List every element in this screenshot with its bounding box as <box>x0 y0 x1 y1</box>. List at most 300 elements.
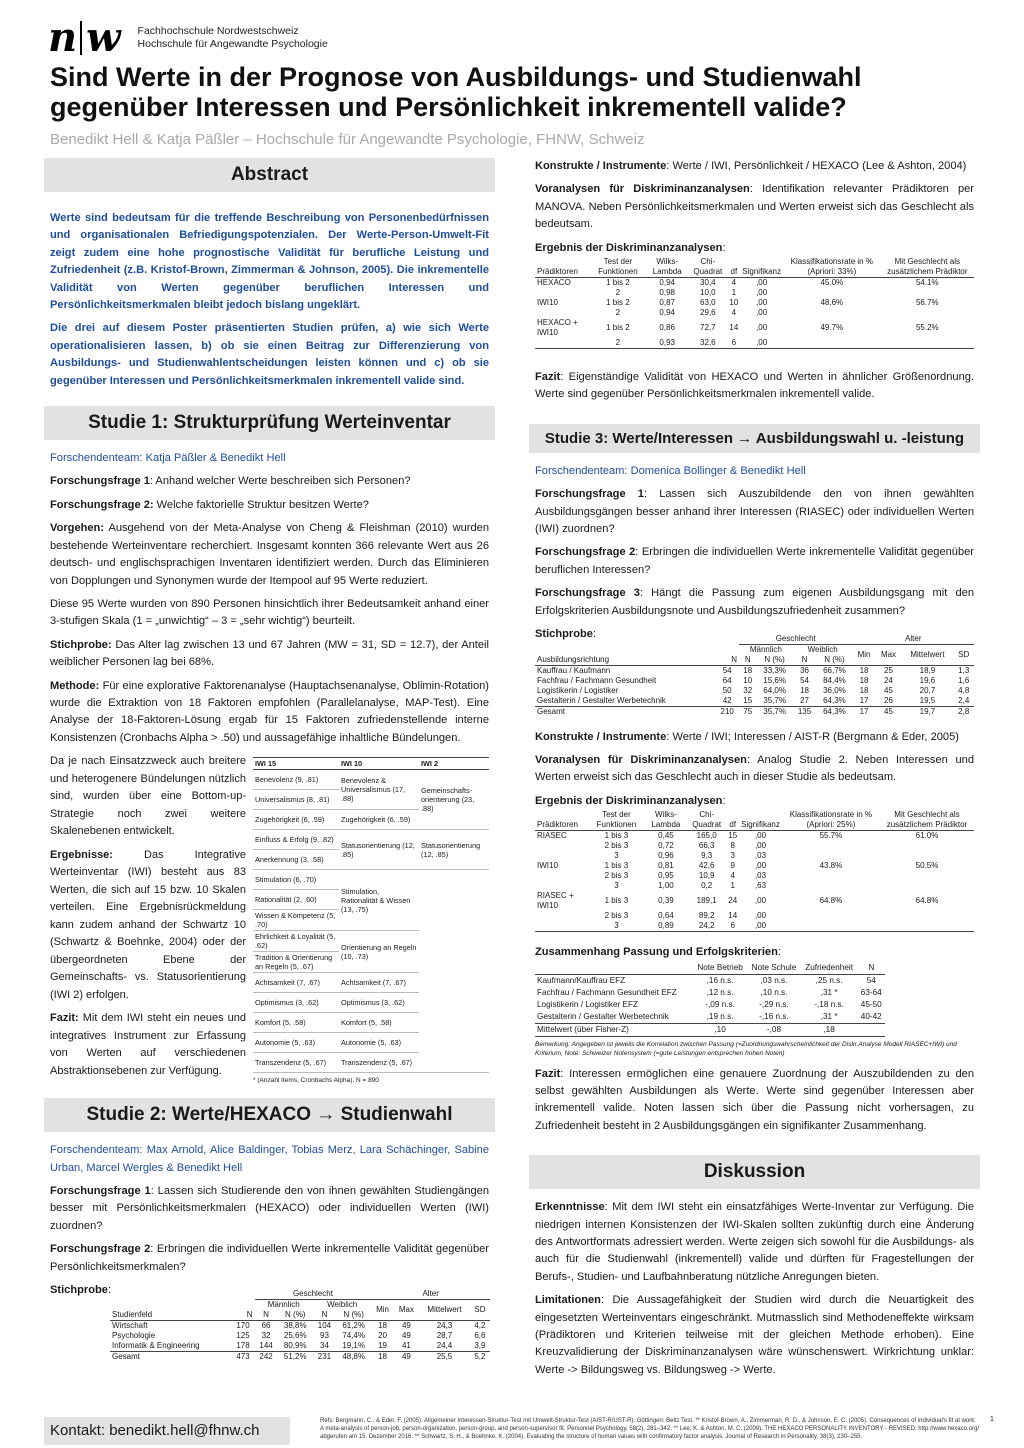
poster-number: 1 <box>990 1416 994 1423</box>
table-cell: ,63 <box>754 881 767 891</box>
logo-letter-w: w <box>86 14 120 61</box>
table-cell: 18 <box>859 685 869 695</box>
table-cell: 0,64 <box>658 911 674 921</box>
table-cell <box>881 308 974 318</box>
table-row <box>535 1011 885 1024</box>
table-cell: 80,9% <box>283 1341 307 1351</box>
study1-fazit: Fazit: Mit dem IWI steht ein neues und integratives Instrument zur Erfassung von Werten auf verschiedenen Abstraktionsebenen zur Verfügung. <box>50 1012 246 1077</box>
study1-method: Vorgehen: Ausgehend von der Meta-Analyse von Cheng & Fleishman (2010) wurden bestehende Werteinventare recherchiert. Insgesamt konnten 366 relevante Wert aus 26 deutsch- und englischsprachigen Inventaren identifiziert werden. Durch das Eliminieren von Dopplungen und Synonymen wurde der Itempool auf 95 Werte reduziert. <box>50 522 489 587</box>
table-cell: 64,0% <box>763 685 786 695</box>
study1-heading: Studie 1: Strukturprüfung Werteinventar <box>44 406 495 440</box>
abstract-heading: Abstract <box>44 158 495 192</box>
table-cell <box>535 881 588 891</box>
table-cell: Mittelwert (über Fisher-Z) <box>537 1024 629 1034</box>
study1-team: Forschendenteam: Katja Päßler & Benedikt Hell <box>50 452 286 465</box>
table-cell: 55.7% <box>819 831 843 841</box>
table-row <box>535 851 974 861</box>
logo-bar <box>80 21 82 55</box>
table-cell: 4 <box>731 308 737 318</box>
table-header-cell: Chi-Quadrat <box>692 810 722 830</box>
table-cell: 2 <box>615 308 621 318</box>
table-cell: 0,72 <box>658 841 674 851</box>
table-cell <box>535 851 588 861</box>
title-line-2: gegenüber Interessen und Persönlichkeit inkrementell valide? <box>50 92 847 122</box>
table-cell: 19 <box>378 1341 388 1351</box>
table-header-cell: N <box>868 962 875 972</box>
study2-question-1: Forschungsfrage 1: Lassen sich Studierende den von ihnen gewählten Studiengängen besser mit Persönlichkeitsmerkmalen (HEXACO) oder individuellen Werten (IWI) zuordnen? <box>50 1184 489 1232</box>
table-cell: 63,0 <box>700 298 716 308</box>
iwi15-cell: Wissen & Kompetenz (5, .70) <box>253 910 339 931</box>
table-cell: 27 <box>800 695 809 705</box>
table-row <box>535 921 974 932</box>
table-header-cell: Test der Funktionen <box>596 810 637 830</box>
study2-analysis: Voranalysen für Diskriminanzanalysen: Identifikation relevanter Prädiktoren per MANOVA. Neben Persönlichkeitsmerkmalen und Werten erweist sich das Geschlecht als bedeutsam. <box>535 183 974 231</box>
table-cell: 41 <box>401 1341 411 1351</box>
table-cell: 1 bis 3 <box>604 896 629 906</box>
table-cell: 75 <box>743 706 753 716</box>
table-cell <box>880 871 974 881</box>
table-cell: 178 <box>236 1341 250 1351</box>
table-cell: 0,86 <box>659 323 675 333</box>
iwi10-cell: Komfort (5, .58) <box>339 1013 419 1033</box>
study2-table-header <box>535 257 974 278</box>
table-header-cell: Note Schule <box>751 962 797 972</box>
table-cell: 10 <box>729 298 739 308</box>
table-cell: 1 bis 2 <box>606 323 630 333</box>
table-cell: 45-50 <box>860 999 882 1009</box>
table-cell: 0,39 <box>658 896 674 906</box>
table-cell: 54 <box>866 975 876 985</box>
table-cell: 49 <box>401 1321 411 1331</box>
poster-title <box>50 62 1000 122</box>
table-cell: ,00 <box>754 861 767 871</box>
table-cell: ,03 <box>754 871 767 881</box>
study2-sample-label: Stichprobe: <box>50 1284 112 1296</box>
header-min: Min <box>376 1305 389 1315</box>
table-cell: 4 <box>730 871 735 881</box>
table-row <box>535 686 974 696</box>
table-cell: ,31 * <box>820 987 838 997</box>
table-cell: 18 <box>800 685 809 695</box>
table-row <box>110 1321 490 1332</box>
table-row <box>535 831 974 842</box>
table-cell: ,00 <box>756 278 768 288</box>
table-cell: 0,81 <box>658 861 674 871</box>
table-cell: 55.2% <box>915 323 939 333</box>
table-cell: 45.0% <box>820 278 844 288</box>
table-cell: ,00 <box>756 298 768 308</box>
iwi2-cell: Gemeinschafts-orientierung (23, .88) <box>419 770 489 830</box>
study3-constructs: Konstrukte / Instrumente: Werte / IWI; Interessen / AIST-R (Bergmann & Eder, 2005) <box>535 730 959 743</box>
table-header-cell: df <box>729 820 737 830</box>
table-header-cell <box>535 962 693 975</box>
table-cell: 17 <box>859 706 869 716</box>
table-cell: ,00 <box>756 338 768 348</box>
table-cell: 135 <box>797 706 812 716</box>
table-cell <box>783 308 881 318</box>
study3-question-1: Forschungsfrage 1: Lassen sich Auszubildende den von ihnen gewählten Ausbildungsgängen besser anhand ihrer Interessen (RIASEC) oder individuellen Werten (IWI) zuordnen? <box>535 488 974 536</box>
discussion-insights: Erkenntnisse: Mit dem IWI steht ein einsatzfähiges Werte-Inventar zur Verfügung. Die niedrigen internen Konsistenzen der IWI-Skalen sollten zukünftig durch eine Änderung des Antwortformats adressiert werden. Werte zeigen sich sowohl für die Ausbildungs- als auch für die Studienwahl (inkrementell) valide und dürften für Fragestellungen der Berufs-, Studien- und Laufbahnberatung nützliche Anregungen bieten. <box>535 1201 974 1283</box>
study3-correlation-table <box>535 962 885 1037</box>
table-cell: -,16 n.s. <box>759 1011 789 1021</box>
iwi15-cell: Transzendenz (5, .67) <box>253 1053 339 1073</box>
table-cell: 29,6 <box>700 308 716 318</box>
table-cell: 36,0% <box>823 685 846 695</box>
table-cell: ,31 * <box>820 1011 838 1021</box>
table-header-cell: Chi-Quadrat <box>693 257 723 277</box>
table-cell: 0,93 <box>659 338 675 348</box>
table-cell: Kauffrau / Kaufmann <box>537 665 611 675</box>
table-cell: 170 <box>236 1321 250 1331</box>
header-male: Männlich <box>267 1300 300 1310</box>
table-cell: 0,87 <box>659 298 675 308</box>
table-cell <box>880 851 974 861</box>
table-cell: ,00 <box>754 921 767 931</box>
table-cell <box>782 921 880 932</box>
table-cell: 8 <box>730 841 735 851</box>
table-cell: 0,89 <box>658 921 674 931</box>
table-row <box>535 999 885 1011</box>
table-cell: 66,7% <box>823 665 846 675</box>
iwi10-cell: Achtsamkeit (7, .67) <box>339 973 419 993</box>
table-cell: 19,6 <box>919 675 936 685</box>
table-cell: 6 <box>731 338 737 348</box>
table-cell: 89,2 <box>698 911 715 921</box>
table-cell: 3 <box>614 881 619 891</box>
table-cell: 1 bis 2 <box>606 278 630 288</box>
table-cell <box>783 338 881 349</box>
table-cell: 50 <box>722 685 732 695</box>
table-cell: -,08 <box>766 1024 782 1034</box>
iwi15-cell: Universalismus (8, .81) <box>253 790 339 810</box>
study2-discriminant-table <box>535 257 974 349</box>
table-cell: 34 <box>320 1341 329 1351</box>
table-row <box>535 676 974 686</box>
table-row <box>535 288 974 298</box>
study3-table-rows <box>535 831 974 932</box>
study3-fazit: Fazit: Interessen ermöglichen eine genauere Zuordnung der Auszubildenden zu den selbst gewählten Ausbildungen als Werte. Werte sind gegenüber Interessen aber inkrementell valide. Noten lassen sich über die Passung nicht vorhersagen, zu Zufriedenheit besteht in 2 Ausbildungsgängen ein signifikanter Zusammenhang. <box>535 1067 974 1132</box>
study2-continued <box>529 158 980 404</box>
study3-discriminant-table <box>535 810 974 932</box>
table-cell: 66,3 <box>698 841 715 851</box>
table-cell: IWI10 <box>537 861 558 871</box>
table-cell: 72,7 <box>700 323 716 333</box>
study1-body <box>44 450 495 1086</box>
table-cell: 1 <box>731 288 737 298</box>
table-cell: 210 <box>720 706 734 716</box>
iwi15-cell: Zugehörigkeit (6, .59) <box>253 810 339 830</box>
table-cell: 6,6 <box>474 1331 486 1341</box>
table-cell <box>782 841 880 851</box>
table-row <box>535 871 974 881</box>
iwi10-cell: Stimulation, Rationalität & Wissen (13, .75) <box>339 870 419 931</box>
table-cell: Wirtschaft <box>112 1321 148 1331</box>
study3-table-header <box>535 810 974 831</box>
study3-sample-table: Geschlecht Alter Männlich Weiblich Min Max Mittelwert SD Ausbildungsrichtung N N N (%) N N (%) Kauffrau / Kaufmann 54 18 33,3% 36 66,7% 18 25 18,9 1,3 Fachfrau / Fachmann Gesundheit 64 10 15,6% 54 84,4% 18 24 19,6 1,6 Logistikerin / Logistiker 50 32 64,0% 18 36,0% 18 45 20,7 4,8 Gestalterin / Gestalter Werbetechnik 42 15 35,7% 27 64,3% 17 26 19,5 2,4 Gesamt 210 75 35,7% 135 64,3% 17 45 19,7 2,8 <box>535 634 974 717</box>
table-cell <box>782 851 880 861</box>
study2-sample-rows <box>110 1321 490 1363</box>
study2-sample-table: Geschlecht Alter Männlich Weiblich Min Max Mittelwert SD Studienfeld N N N (%) N N (%) Wirtschaft 170 66 38,8% 104 61,2% 18 49 24,3 4,2 Psychologie 125 32 25,6% 93 74,4% 20 49 28,7 6,6 Informatik & Engineering 178 144 80,9% 34 19,1% 19 41 24,4 3,9 Gesamt 473 242 51,2% 231 48,8% 18 49 25,5 5,2 <box>110 1289 490 1362</box>
table-cell: 45 <box>884 685 893 695</box>
table-header-cell: Prädiktoren <box>537 820 578 830</box>
iwi-header-2: IWI 2 <box>419 758 489 770</box>
table-row <box>535 338 974 349</box>
table-cell: 1,00 <box>658 881 674 891</box>
table-header-cell: Note Betrieb <box>697 962 743 972</box>
study2-constructs: Konstrukte / Instrumente: Werte / IWI, Persönlichkeit / HEXACO (Lee & Ashton, 2004) <box>535 160 967 172</box>
table-cell: 45 <box>884 706 893 716</box>
study1-wrap-text <box>50 753 246 1086</box>
table-cell: 2 <box>615 338 621 348</box>
abstract-paragraph-2: Die drei auf diesem Poster präsentierten Studien prüfen, a) wie sich Werte operationalisieren lassen, b) ob sie einen Beitrag zur Differenzierung von Ausbildungs- und Studienwahlentscheidungen leisten können und c) ob sie gegenüber Interessen und Persönlichkeitsmerkmalen inkrementell valide sind. <box>50 322 489 387</box>
table-cell: 48,8% <box>342 1352 365 1362</box>
table-cell: 2 bis 3 <box>604 841 629 851</box>
table-cell: 24,2 <box>698 921 715 931</box>
authors: Benedikt Hell & Katja Päßler – Hochschule für Angewandte Psychologie, FHNW, Schweiz <box>50 131 645 148</box>
table-cell <box>783 288 881 298</box>
table-cell: 4,2 <box>474 1321 486 1331</box>
iwi10-cell: Optimismus (3, .62) <box>339 993 419 1013</box>
table-cell <box>880 841 974 851</box>
iwi15-cell: Ehrlichkeit & Loyalität (5, .62) <box>253 931 339 952</box>
table-cell: 231 <box>317 1352 332 1362</box>
table-cell: Logistikerin / Logistiker <box>537 685 619 695</box>
table-cell: HEXACO + IWI10 <box>537 318 578 338</box>
table-header-cell: Zufriedenheit <box>805 962 853 972</box>
table-cell: 0,96 <box>658 851 674 861</box>
table-cell: ,19 n.s. <box>706 1011 734 1021</box>
table-cell: 24 <box>884 675 893 685</box>
table-cell <box>782 871 880 881</box>
table-cell: 6 <box>730 921 735 931</box>
table-header-cell: Klassifikationsrate in % (Apriori: 33%) <box>790 257 873 277</box>
table-cell: Psychologie <box>112 1331 156 1341</box>
study3-analysis: Voranalysen für Diskriminanzanalysen: Analog Studie 2. Neben Interessen und Werten erweist sich das Geschlecht auch in dieser Studie als bedeutsam. <box>535 753 975 784</box>
iwi10-cell: Benevolenz & Universalismus (17, .88) <box>339 770 419 810</box>
fhnw-logo <box>48 14 328 61</box>
table-cell <box>535 921 588 932</box>
table-cell: 18 <box>378 1352 388 1362</box>
iwi-header-15: IWI 15 <box>253 758 339 770</box>
iwi-table-wrap <box>253 753 489 1086</box>
table-cell: 32,6 <box>700 338 716 348</box>
table-cell: -,18 n.s. <box>814 999 844 1009</box>
table-cell: 36 <box>800 665 809 675</box>
table-cell: 40-42 <box>860 1011 882 1021</box>
table-cell <box>535 871 588 881</box>
corr-table-note: Bemerkung: Angegeben ist jeweils die Korrelation zwischen Passung (=Zuordnungswahrscheinlichkeit der Diskr.Analyse Modell RIASEC+IWI) und Kriterium, Note: Schweizer Notensystem (=gute Leistungen entsprechen hohen Noten) <box>535 1040 957 1057</box>
study2-team: Forschendenteam: Max Arnold, Alice Baldinger, Tobias Merz, Lara Schächinger, Sabine Urban, Marcel Wergles & Benedikt Hell <box>50 1144 489 1174</box>
table-row <box>535 974 885 987</box>
table-cell: 9,3 <box>701 851 713 861</box>
table-cell: 64.8% <box>915 896 939 906</box>
discussion-heading: Diskussion <box>529 1155 980 1189</box>
table-cell <box>881 288 974 298</box>
table-cell: 32 <box>261 1331 271 1341</box>
table-cell: ,00 <box>756 323 768 333</box>
header-mean: Mittelwert <box>427 1305 462 1315</box>
table-cell: 54.1% <box>915 278 939 288</box>
table-row <box>535 665 974 676</box>
iwi-header-10: IWI 10 <box>339 758 419 770</box>
table-cell: Gesamt <box>537 706 566 716</box>
table-cell: 19,1% <box>342 1341 365 1351</box>
table-cell: 2,4 <box>958 695 970 705</box>
table-cell: 3,9 <box>474 1341 486 1351</box>
table-header-cell: Mit Geschlecht als zusätzlichem Prädiktor <box>886 810 968 830</box>
table-cell: ,10 <box>714 1024 726 1034</box>
table-cell: 25 <box>884 665 893 675</box>
table-cell: Informatik & Engineering <box>112 1341 200 1351</box>
table-cell: Kaufmann/Kauffrau EFZ <box>537 975 626 985</box>
study3-sample-label: Stichprobe: <box>535 628 597 641</box>
table-cell: 1 <box>730 881 735 891</box>
table-header-cell: Wilks-Lambda <box>651 810 681 830</box>
table-header-cell: Prädiktoren <box>537 267 578 277</box>
table-cell: 9 <box>730 861 735 871</box>
study3-sample-rows <box>535 665 974 717</box>
table-header-cell: Mit Geschlecht als zusätzlichem Prädiktor <box>887 257 968 277</box>
table-cell: 2 <box>615 288 621 298</box>
table-cell: 1 bis 2 <box>606 298 630 308</box>
table-cell <box>535 911 588 921</box>
table-cell: 56.7% <box>915 298 939 308</box>
header-field: Studienfeld <box>112 1310 153 1320</box>
table-row <box>535 308 974 318</box>
table-cell <box>535 288 590 298</box>
table-cell: 25,6% <box>283 1331 307 1341</box>
table-cell: ,00 <box>754 831 767 841</box>
table-header-cell: Wilks-Lambda <box>652 257 682 277</box>
study2-body <box>44 1142 495 1362</box>
table-cell: 0,45 <box>658 831 674 841</box>
table-cell: 5,2 <box>474 1352 486 1362</box>
study1-wrap-paragraph: Da je nach Einsatzzweck auch breitere und heterogenere Bündelungen nützlich sind, wurden über eine Bottom-up-Strategie noch zwei weitere Skalenebenen entwickelt. <box>50 755 246 838</box>
iwi-structure-table <box>253 757 489 1073</box>
table-cell: ,03 <box>754 851 767 861</box>
table-header-cell: df <box>730 267 738 277</box>
table-cell: 104 <box>317 1321 332 1331</box>
table-cell <box>881 338 974 349</box>
table-cell: 165,0 <box>696 831 717 841</box>
table-row <box>110 1341 490 1352</box>
study3-body <box>529 463 980 1135</box>
table-cell: 54 <box>800 675 809 685</box>
study1-question-1: Forschungsfrage 1: Anhand welcher Werte beschreiben sich Personen? <box>50 475 411 488</box>
table-cell: 64,3% <box>823 706 846 716</box>
table-row <box>535 911 974 921</box>
references: Refs: Bergmann, C., & Eder, F. (2005). Allgemeiner Interessen-Struktur-Test mit Umwelt-Struktur-Test (AIST-R/UST-R). Göttingen: Beltz Test. ** Kristof-Brown, A., Zimmerman, R. D., & Johnson, E. C. (2005). Consequences of individual's fit at work: A meta-analysis of person-job, person-organization, person-group, and person-supervisor fit. Personnel Psychology, 58(2), 281–342. ** Lee, K. & Ashton, M. C. (2009). THE HEXACO PERSONALITY INVENTORY - REVISED: http://www.hexaco.org/ abgerufen am 15. Dezember 2016. ** Schwartz, S. H., & Boehnke, K. (2004). Evaluating the structure of human values with confirmatory factor analysis. Journal of Research in Personality, 38(3), 230–255. <box>320 1418 979 1440</box>
table-header-cell: Signifikanz <box>742 267 781 277</box>
table-cell: 63-64 <box>860 987 882 997</box>
table-cell: ,10 n.s. <box>760 987 788 997</box>
iwi10-cell: Statusorientierung (12, .85) <box>339 830 419 870</box>
table-cell <box>535 338 590 349</box>
table-cell <box>535 841 588 851</box>
table-cell: 64.8% <box>819 896 843 906</box>
table-cell: Fachfrau / Fachmann Gesundheit EFZ <box>537 987 677 997</box>
table-cell <box>782 911 880 921</box>
table-cell: 473 <box>236 1352 250 1362</box>
table-row <box>535 278 974 289</box>
table-cell: ,18 <box>823 1024 835 1034</box>
table-cell: 242 <box>259 1352 273 1362</box>
table-row <box>535 318 974 338</box>
abstract-paragraph-1: Werte sind bedeutsam für die treffende Beschreibung von Personenbedürfnissen und organisationalen Befriedigungspotenzialen. Der Werte-Person-Umwelt-Fit zeigt zudem eine hohe prognostische Validität für berufliche Leistung und Zufriedenheit (z.B. Kristof-Brown, Zimmerman & Johnson, 2005). Die inkrementelle Validität von Werten gegenüber beruflichen Interessen und Persönlichkeitsmerkmalen bleibt jedoch bislang ungeklärt. <box>50 212 489 312</box>
table-cell: ,03 n.s. <box>760 975 788 985</box>
study3-corr-label: Zusammenhang Passung und Erfolgskriterien: <box>535 946 781 959</box>
study2-fazit: Fazit: Eigenständige Validität von HEXACO und Werten in ähnlicher Größenordnung. Werte sind gegenüber Persönlichkeitsmerkmalen inkrementell valide. <box>535 371 974 401</box>
iwi15-cell: Optimismus (3, .62) <box>253 993 339 1013</box>
table-row <box>535 298 974 308</box>
table-cell: ,25 n.s. <box>815 975 843 985</box>
table-cell: ,00 <box>754 841 767 851</box>
table-cell: 30,4 <box>700 278 716 288</box>
table-cell: 49 <box>401 1331 411 1341</box>
iwi15-cell: Stimulation (6, .70) <box>253 870 339 890</box>
study3-team: Forschendenteam: Domenica Bollinger & Benedikt Hell <box>535 464 806 477</box>
table-cell: 144 <box>259 1341 273 1351</box>
table-cell: 35,7% <box>763 706 786 716</box>
table-cell: 42 <box>722 695 732 705</box>
table-cell: 35,7% <box>763 695 786 705</box>
table-cell: 32 <box>743 685 753 695</box>
table-cell: 42,6 <box>698 861 715 871</box>
table-cell: 64,3% <box>823 695 846 705</box>
table-header-cell: Test der Funktionen <box>598 257 638 277</box>
table-row <box>110 1352 490 1363</box>
table-cell: 189,1 <box>696 896 717 906</box>
table-cell: 49 <box>401 1352 411 1362</box>
table-cell: 10 <box>743 675 753 685</box>
table-cell: 18 <box>859 665 869 675</box>
study1-question-2: Forschungsfrage 2: Welche faktorielle Struktur besitzen Werte? <box>50 498 369 511</box>
table-cell: Logistikerin / Logistiker EFZ <box>537 999 639 1009</box>
table-cell: 15 <box>743 695 753 705</box>
contact-email: Kontakt: benedikt.hell@fhnw.ch <box>44 1417 290 1445</box>
table-cell: ,00 <box>754 911 767 921</box>
iwi10-cell: Transzendenz (5, .67) <box>339 1053 419 1073</box>
table-cell: 125 <box>236 1331 250 1341</box>
table-cell: 38,8% <box>283 1321 307 1331</box>
study1-method-2: Diese 95 Werte wurden von 890 Personen hinsichtlich ihrer Bedeutsamkeit anhand einer 3-stufigen Skala (1 = „unwichtig“ – 3 = „sehr wichtig“) beurteilt. <box>50 597 489 628</box>
left-column <box>44 158 495 1362</box>
table-cell: 1 bis 3 <box>604 831 629 841</box>
table-cell: 10,9 <box>698 871 715 881</box>
table-cell: IWI10 <box>537 298 558 308</box>
header-sd: SD <box>474 1305 486 1315</box>
iwi-table-note: * (Anzahl Items, Cronbachs Alpha), N = 890 <box>253 1077 379 1085</box>
table-cell: ,12 n.s. <box>706 987 734 997</box>
iwi15-cell: Benevolenz (9, .81) <box>253 770 339 790</box>
table-cell: 17 <box>859 695 869 705</box>
table-cell: Gestalterin / Gestalter Werbetechnik <box>537 695 666 705</box>
table-cell: 24 <box>728 896 738 906</box>
table-cell: RIASEC + IWI10 <box>537 891 574 911</box>
table-cell: 3 <box>730 851 735 861</box>
study3-question-2: Forschungsfrage 2: Erbringen die individuellen Werte inkrementelle Validität gegenüber beruflichen Interessen? <box>535 546 974 576</box>
table-cell: 48.6% <box>820 298 844 308</box>
header-female: Weiblich <box>327 1300 358 1310</box>
corr-table-rows <box>535 974 885 1036</box>
table-cell: 3 <box>614 851 619 861</box>
table-cell: 28,7 <box>436 1331 453 1341</box>
table-row <box>535 841 974 851</box>
study1-results: Ergebnisse: Das Integrative Werteinventar (IWI) besteht aus 83 Werten, die sich auf 15 bzw. 10 Skalen verteilen. Eine Ergebnisrückmeldung kann zudem anhand der Schwartz 10 (Schwartz & Boehnke, 2004) oder der übergeordneten Ebene der Gemeinschafts- vs. Statusorientierung (IWI 2) erfolgen. <box>50 848 246 1001</box>
table-row <box>535 861 974 871</box>
study2-table-rows <box>535 278 974 349</box>
table-row <box>535 881 974 891</box>
